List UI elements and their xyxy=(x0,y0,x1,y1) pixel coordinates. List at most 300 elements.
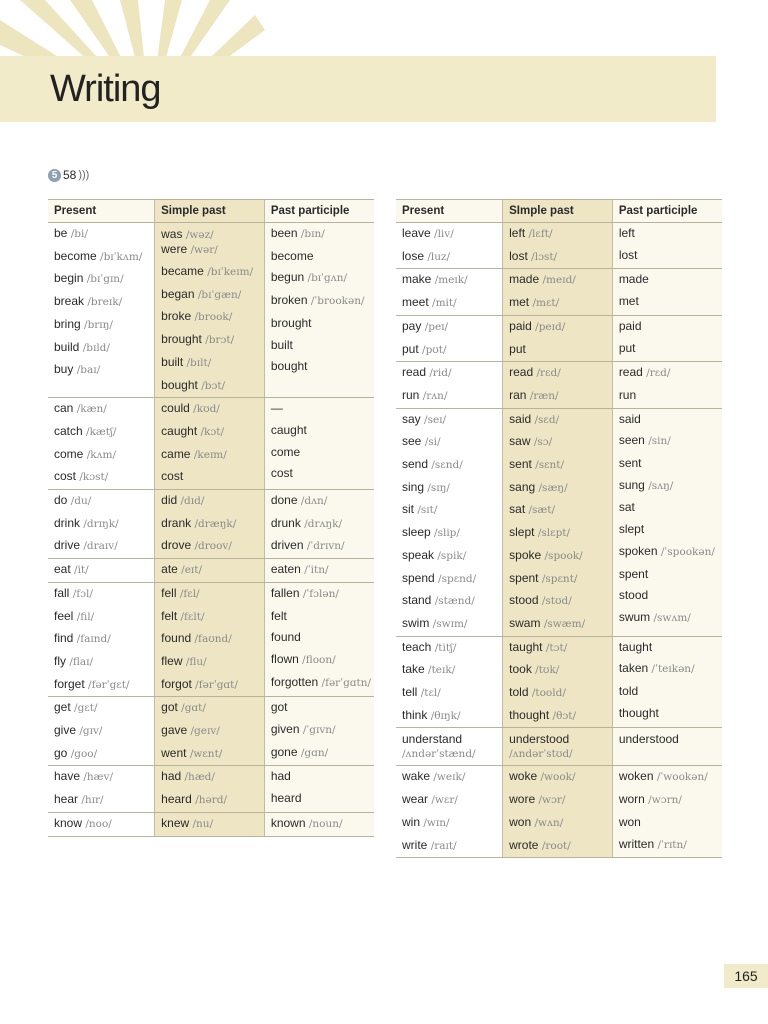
past-participle-cell xyxy=(612,223,722,269)
verb-word: build xyxy=(54,339,80,354)
verb-form xyxy=(161,306,258,329)
verb-word: wrote xyxy=(509,837,539,852)
verb-word: break xyxy=(54,294,85,309)
past-participle-cell xyxy=(264,812,374,836)
verb-word: brought xyxy=(161,332,202,347)
verb-word: have xyxy=(54,769,81,784)
present-cell xyxy=(48,697,155,766)
verb-form xyxy=(161,513,258,536)
verb-pronunciation: /spik/ xyxy=(437,549,467,562)
verb-form xyxy=(509,409,606,432)
verb-word: do xyxy=(54,493,68,508)
verb-form xyxy=(509,454,606,477)
present-cell xyxy=(396,636,503,728)
verb-word: cost xyxy=(270,466,293,481)
verb-word: left xyxy=(509,226,526,240)
verb-pronunciation: /toold/ xyxy=(531,687,566,700)
header-present: Present xyxy=(396,200,503,223)
verb-pronunciation: /ˈdrɪvn/ xyxy=(306,540,345,553)
verb-form xyxy=(619,728,716,750)
verb-pronunciation: /hɪr/ xyxy=(81,794,104,807)
verb-pronunciation: /du/ xyxy=(70,495,92,508)
verb-form xyxy=(402,385,496,408)
verb-form xyxy=(271,420,368,442)
verb-form xyxy=(402,339,496,362)
verb-form xyxy=(271,697,368,719)
verb-word: caught xyxy=(270,422,307,437)
verb-pronunciation: /mɛt/ xyxy=(532,297,560,310)
verb-form xyxy=(619,812,716,834)
verb-form xyxy=(271,766,368,788)
verb-word: put xyxy=(618,340,636,355)
past-participle-cell xyxy=(264,582,374,697)
verb-word: leave xyxy=(402,226,431,240)
verb-pronunciation: /sɪŋ/ xyxy=(427,481,450,494)
verb-group-row xyxy=(396,728,722,766)
verb-word: sit xyxy=(402,502,414,517)
verb-pronunciation: /θɔt/ xyxy=(552,709,577,722)
verb-form xyxy=(509,659,606,682)
verb-pronunciation: /peɪd/ xyxy=(535,320,566,333)
verb-word: bring xyxy=(54,316,81,331)
verb-pronunciation: /peɪ/ xyxy=(424,320,449,333)
verb-form xyxy=(509,269,606,292)
verb-form xyxy=(509,431,606,454)
verb-pronunciation: /root/ xyxy=(541,839,571,852)
verb-group-row xyxy=(48,223,374,398)
verb-word: made xyxy=(509,272,540,287)
verb-form xyxy=(271,719,368,742)
present-cell xyxy=(396,223,503,269)
verb-word: teach xyxy=(402,639,432,654)
verb-word: taken xyxy=(618,661,649,676)
verb-form xyxy=(161,223,258,261)
verb-pronunciation: /rʌn/ xyxy=(422,389,448,402)
verb-word: forgotten xyxy=(270,674,319,689)
verb-form xyxy=(619,475,716,498)
present-cell xyxy=(48,812,155,836)
verb-pronunciation: /pʊt/ xyxy=(422,343,447,356)
verb-pronunciation: /wɪn/ xyxy=(423,816,450,829)
verb-word: stood xyxy=(618,588,649,603)
verb-form xyxy=(402,409,496,432)
verb-word: worn xyxy=(618,792,645,807)
present-cell xyxy=(396,315,503,361)
verb-word: tell xyxy=(402,685,418,700)
verb-word: thought xyxy=(618,705,659,720)
verb-word: spent xyxy=(509,570,539,585)
present-cell xyxy=(396,766,503,858)
verb-pronunciation: /wɔrn/ xyxy=(648,794,682,807)
verb-word: heard xyxy=(270,791,302,806)
verb-form xyxy=(619,338,716,360)
verb-word: read xyxy=(402,365,427,380)
table-header-row xyxy=(396,200,722,223)
verb-form xyxy=(402,499,496,522)
verb-pronunciation: /kɔst/ xyxy=(79,471,109,484)
verb-word: slept xyxy=(618,522,645,537)
simple-past-cell xyxy=(503,223,613,269)
verb-form xyxy=(161,813,258,836)
verb-pronunciation: /ˈspookən/ xyxy=(660,545,715,558)
verb-word: thought xyxy=(509,707,550,722)
verb-word: cost xyxy=(54,469,77,484)
verb-word: speak xyxy=(402,547,435,562)
verb-word: understood xyxy=(618,732,679,747)
verb-word: met xyxy=(618,294,639,309)
verb-form xyxy=(509,812,606,835)
verb-word: wake xyxy=(402,769,431,784)
verb-form xyxy=(509,789,606,812)
verb-word: make xyxy=(402,272,432,287)
verb-form xyxy=(402,705,496,728)
verb-pronunciation: /fil/ xyxy=(76,610,95,623)
verb-pronunciation: /luz/ xyxy=(427,250,451,263)
verb-word: drink xyxy=(54,515,81,530)
verb-pronunciation: /bi/ xyxy=(70,228,88,240)
verb-group-row xyxy=(48,559,374,583)
verb-form xyxy=(402,812,496,835)
verb-pronunciation: /ˈbrookən/ xyxy=(310,295,365,308)
verb-word: be xyxy=(54,226,68,240)
verb-form xyxy=(402,292,496,315)
verb-pronunciation: /ræn/ xyxy=(529,389,559,402)
verb-form xyxy=(619,681,716,703)
verb-pronunciation: /tʊk/ xyxy=(535,664,560,677)
verb-form xyxy=(161,352,258,375)
verb-pronunciation: /brɪŋ/ xyxy=(84,318,113,331)
verb-pronunciation: /liv/ xyxy=(434,228,454,240)
verb-pronunciation: /kɔt/ xyxy=(200,425,225,438)
verb-pronunciation: /fɔl/ xyxy=(72,587,93,600)
verb-pronunciation: /swæm/ xyxy=(543,617,586,630)
verb-pronunciation: /drʌŋk/ xyxy=(304,517,343,530)
verb-pronunciation: /sʌŋ/ xyxy=(648,479,674,492)
verb-pronunciation: /sɔ/ xyxy=(533,436,553,449)
verb-word: paid xyxy=(509,318,532,333)
verb-group-row xyxy=(396,223,722,269)
verb-word: won xyxy=(618,814,641,829)
past-participle-cell xyxy=(264,398,374,490)
verb-pronunciation: /fərˈgɛt/ xyxy=(88,678,130,691)
verb-word: left xyxy=(618,226,635,240)
verb-form xyxy=(402,659,496,682)
verb-word: brought xyxy=(270,315,312,330)
verb-form xyxy=(54,813,148,836)
verb-form xyxy=(271,223,368,246)
verb-form xyxy=(619,519,716,541)
verb-pronunciation: /meɪk/ xyxy=(434,274,468,287)
audio-reference[interactable] xyxy=(48,168,89,182)
verb-word: — xyxy=(270,401,283,416)
verb-word: written xyxy=(618,836,655,851)
verb-word: came xyxy=(161,446,191,461)
verb-form xyxy=(161,329,258,352)
verb-form xyxy=(54,674,148,697)
verb-table-right xyxy=(396,199,722,858)
verb-form xyxy=(54,697,148,720)
verb-pronunciation: /sin/ xyxy=(648,435,671,448)
verb-form xyxy=(54,789,148,812)
verb-word: found xyxy=(270,630,301,645)
verb-form xyxy=(402,789,496,812)
verb-pronunciation: /stʊd/ xyxy=(541,595,572,608)
verb-word: lost xyxy=(618,247,638,262)
verb-word: put xyxy=(509,341,526,356)
verb-word: took xyxy=(509,662,532,677)
verb-word: go xyxy=(54,745,68,760)
past-participle-cell xyxy=(612,315,722,361)
verb-pronunciation: /wər/ xyxy=(190,244,218,256)
verb-pronunciation: /bɪlt/ xyxy=(186,356,212,369)
verb-pronunciation: /bɪn/ xyxy=(300,228,325,240)
verb-pronunciation: /gɪv/ xyxy=(79,725,103,738)
verb-word: fly xyxy=(54,653,66,668)
verb-group-row xyxy=(48,582,374,697)
verb-pronunciation: /baɪ/ xyxy=(76,364,101,377)
verb-form xyxy=(509,613,606,636)
past-participle-cell xyxy=(264,697,374,766)
verb-form xyxy=(402,522,496,545)
verb-word: broken xyxy=(270,293,308,308)
verb-pronunciation: /kæn/ xyxy=(76,403,107,416)
verb-word: cost xyxy=(161,469,184,484)
simple-past-cell xyxy=(155,223,265,398)
verb-group-row xyxy=(48,490,374,559)
verb-form xyxy=(509,682,606,705)
verb-pronunciation: /keɪm/ xyxy=(193,448,227,461)
verb-word: spent xyxy=(618,566,649,581)
verb-form xyxy=(509,835,606,858)
verb-word: fell xyxy=(161,585,177,600)
verb-pronunciation: /si/ xyxy=(424,436,441,449)
verb-word: run xyxy=(618,387,637,402)
verb-form xyxy=(54,720,148,743)
verb-pronunciation: /gɑt/ xyxy=(181,702,206,715)
verb-form xyxy=(402,223,496,246)
verb-form xyxy=(619,453,716,475)
verb-form xyxy=(509,477,606,500)
verb-pronunciation: /sɛnt/ xyxy=(535,459,565,472)
verb-word: feel xyxy=(54,608,74,623)
verb-word: send xyxy=(402,457,429,472)
past-participle-cell xyxy=(612,362,722,408)
verb-group-row xyxy=(396,269,722,315)
verb-pronunciation: /hæd/ xyxy=(184,771,215,784)
verb-pronunciation: /ˈfɔlən/ xyxy=(302,587,339,600)
verb-form xyxy=(271,335,368,357)
verb-word: meet xyxy=(402,295,429,310)
verb-pronunciation: /floon/ xyxy=(302,653,336,666)
verb-word: sung xyxy=(618,477,645,492)
verb-word: began xyxy=(161,286,195,301)
verb-form xyxy=(509,568,606,591)
past-participle-cell xyxy=(612,766,722,858)
verb-pronunciation: /sɪt/ xyxy=(417,504,438,517)
verb-word: found xyxy=(161,631,192,646)
verb-group-row xyxy=(48,766,374,812)
verb-word: paid xyxy=(618,318,642,333)
verb-pronunciation: /spɛnd/ xyxy=(438,572,477,585)
past-participle-cell xyxy=(264,223,374,398)
verb-word: win xyxy=(402,814,421,829)
verb-pronunciation: /kʊd/ xyxy=(193,403,220,416)
verb-word: sang xyxy=(509,479,536,494)
header-present: Present xyxy=(48,200,155,223)
verb-word: did xyxy=(161,493,178,508)
verb-form xyxy=(402,613,496,636)
verb-word: wore xyxy=(509,792,536,807)
verb-pronunciation: /brɔt/ xyxy=(205,334,235,347)
verb-pronunciation: /sæŋ/ xyxy=(538,481,568,494)
verb-form xyxy=(271,813,368,836)
verb-form xyxy=(509,705,606,728)
verb-pronunciation: /faɪnd/ xyxy=(76,633,111,646)
verb-word: built xyxy=(270,337,293,352)
verb-word: catch xyxy=(54,423,83,438)
verb-form xyxy=(509,499,606,522)
verb-pronunciation: /bɪˈkʌm/ xyxy=(100,250,143,263)
verb-pronunciation: /mit/ xyxy=(432,297,457,310)
present-cell xyxy=(48,490,155,559)
verb-word: run xyxy=(402,387,420,402)
verb-form xyxy=(271,559,368,582)
verb-pronunciation: /tɔt/ xyxy=(545,641,568,654)
verb-word: told xyxy=(618,684,639,699)
verb-form xyxy=(509,590,606,613)
verb-form xyxy=(619,834,716,857)
verb-form xyxy=(271,649,368,672)
verb-form xyxy=(402,362,496,385)
simple-past-cell xyxy=(155,766,265,812)
verb-form xyxy=(619,409,716,431)
verb-form xyxy=(161,398,258,421)
verb-word: write xyxy=(402,837,428,852)
verb-form xyxy=(161,720,258,743)
past-participle-cell xyxy=(264,559,374,583)
verb-pronunciation: /spɛnt/ xyxy=(541,572,578,585)
verb-word: flown xyxy=(270,651,299,666)
verb-group-row xyxy=(396,408,722,636)
verb-word: fall xyxy=(54,585,70,600)
verb-word: got xyxy=(270,700,288,715)
simple-past-cell xyxy=(155,559,265,583)
simple-past-cell xyxy=(503,269,613,315)
verb-form xyxy=(161,261,258,284)
table-header-row xyxy=(48,200,374,223)
verb-form xyxy=(402,637,496,660)
verb-pronunciation: /bɔt/ xyxy=(201,379,226,392)
verb-word: got xyxy=(161,700,178,715)
verb-form xyxy=(271,290,368,313)
simple-past-cell xyxy=(155,697,265,766)
verb-pronunciation: /eɪt/ xyxy=(181,564,203,577)
verb-form xyxy=(271,606,368,628)
verb-pronunciation: /hæv/ xyxy=(83,771,114,784)
verb-form xyxy=(619,637,716,659)
verb-word: find xyxy=(54,631,74,646)
verb-word: ate xyxy=(161,562,178,577)
verb-word: know xyxy=(54,815,83,830)
verb-pronunciation: /dræŋk/ xyxy=(194,517,237,530)
verb-form xyxy=(619,385,716,407)
verb-pronunciation: /bɪˈgæn/ xyxy=(197,288,242,301)
verb-word: woke xyxy=(509,769,538,784)
verb-form xyxy=(54,359,148,382)
verb-pronunciation: /it/ xyxy=(74,564,89,577)
verb-form xyxy=(161,421,258,444)
verb-form xyxy=(402,568,496,591)
simple-past-cell xyxy=(155,582,265,697)
verb-pronunciation: /bɪˈgɪn/ xyxy=(86,273,124,286)
verb-word: give xyxy=(54,723,77,738)
verb-form xyxy=(619,497,716,519)
verb-form xyxy=(161,559,258,582)
verb-form xyxy=(619,658,716,681)
past-participle-cell xyxy=(264,766,374,812)
verb-form xyxy=(509,246,606,269)
verb-form xyxy=(271,463,368,485)
verb-form xyxy=(54,421,148,444)
verb-word: won xyxy=(509,814,532,829)
verb-pronunciation: /wɔr/ xyxy=(538,794,566,807)
verb-word: spoke xyxy=(509,547,542,562)
verb-word: taught xyxy=(509,639,543,654)
verb-pronunciation: /ˈitn/ xyxy=(304,564,329,577)
verb-word: understand xyxy=(402,732,463,747)
verb-word: driven xyxy=(270,538,304,553)
verb-word: wear xyxy=(402,792,429,807)
verb-pronunciation: /wook/ xyxy=(540,771,576,784)
verb-pronunciation: /sɛnd/ xyxy=(431,459,463,472)
verb-form xyxy=(161,375,258,398)
verb-pronunciation: /hərd/ xyxy=(195,794,227,807)
verb-pronunciation: /seɪ/ xyxy=(424,413,447,426)
verb-word: become xyxy=(54,248,97,263)
verb-word: read xyxy=(509,365,534,380)
verb-word: sat xyxy=(618,500,635,515)
verb-word: bought xyxy=(270,359,308,374)
verb-pronunciation: /flu/ xyxy=(185,655,207,668)
verb-word: buy xyxy=(54,362,74,377)
simple-past-cell xyxy=(503,315,613,361)
verb-form xyxy=(54,444,148,467)
verb-form xyxy=(54,628,148,651)
header-past-participle: Past participle xyxy=(264,200,374,223)
verb-pronunciation: /wəz/ xyxy=(185,229,214,241)
verb-word: begin xyxy=(54,271,84,286)
verb-word: come xyxy=(270,444,301,459)
verb-form xyxy=(54,513,148,536)
verb-word: knew xyxy=(161,815,190,830)
present-cell xyxy=(48,223,155,398)
verb-pronunciation: /ʌndərˈstænd/ xyxy=(402,748,476,761)
verb-form xyxy=(161,697,258,720)
verb-word: taught xyxy=(618,639,653,654)
verb-pronunciation: /fərˈgɑt/ xyxy=(195,678,238,691)
verb-pronunciation: /θɪŋk/ xyxy=(430,709,461,722)
verb-form xyxy=(509,545,606,568)
past-participle-cell xyxy=(612,636,722,728)
simple-past-cell xyxy=(155,398,265,490)
verb-word: known xyxy=(270,815,306,830)
verb-group-row xyxy=(396,362,722,408)
verb-word: said xyxy=(509,411,532,426)
verb-form xyxy=(619,564,716,586)
verb-form xyxy=(619,269,716,291)
verb-pronunciation: /wʌn/ xyxy=(534,816,564,829)
verb-word: felt xyxy=(270,608,287,623)
